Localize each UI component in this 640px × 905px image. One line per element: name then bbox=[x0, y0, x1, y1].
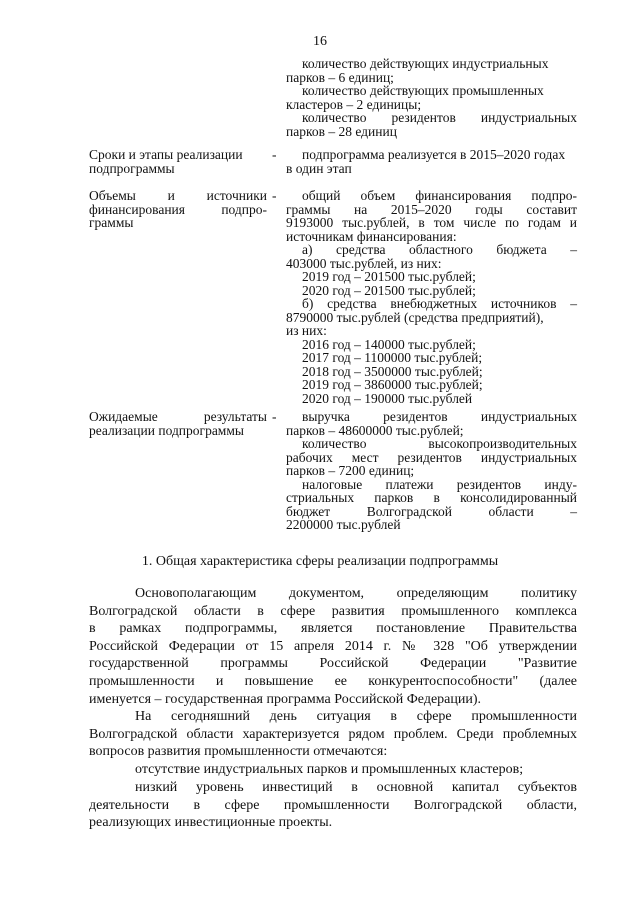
row-results-value: выручка резидентов индустриальных парков – 48600000 тыс.рублей; количество высокопроизводительных рабочих мест резидентов индустриальных парков – 7200 единиц; налоговые платежи резидентов инду- стриальных парков в консолидированный бюджет Волгоградской области – 2200000 тыс.рублей bbox=[286, 409, 577, 532]
row-terms-value: подпрограмма реализуется в 2015–2020 годах в один этап bbox=[286, 147, 566, 176]
row-terms-dash: - bbox=[272, 147, 277, 162]
row-funding-value: общий объем финансирования подпро- граммы на 2015–2020 годы составит 9193000 тыс.рублей, в том числе по годам и источникам финансирования: а) средства областного бюджета – 403000 тыс.рублей, из них: 2019 год – 201500 тыс.рублей; 2020 год – 201500 тыс.рублей; б) средства внебюджетных источников – 8790000 тыс.рублей (средства предприятий), из них: 2016 год – 140000 тыс.рублей; 2017 год – 1100000 тыс.рублей; 2018 год – 3500000 тыс.рублей; 2019 год – 3860000 тыс.рублей; 2020 год – 190000 тыс.рублей bbox=[286, 188, 577, 406]
row-results-label: Ожидаемые результаты реализации подпрограммы bbox=[89, 409, 267, 438]
passport-continuation: количество действующих индустриальных парков – 6 единиц; количество действующих промышленных кластеров – 2 единицы; количество резидентов индустриальных парков – 28 единиц bbox=[286, 56, 577, 139]
row-funding-dash: - bbox=[272, 188, 277, 203]
paragraph-item-investment: низкий уровень инвестиций в основной капитал субъектов деятельности в сфере промышленности Волгоградской области, реализующих инвестиционные проекты. bbox=[89, 780, 577, 831]
section-heading: 1. Общая характеристика сферы реализации подпрограммы bbox=[141, 554, 499, 569]
paragraph-basis: Основополагающим документом, определяющим политику Волгоградской области в сфере развития промышленного комплекса в рамках подпрограммы, является постановление Правительства Российской Федерации от 15 апреля 2014 г. № 328 "Об утверждении государственной программы Российской Федерации "Развитие промышленности и повышение ее конкурентоспособности" (далее именуется – государственная программа Российской Федерации). bbox=[89, 586, 577, 707]
row-funding-label: Объемы и источники финансирования подпро- граммы bbox=[89, 188, 267, 230]
paragraph-problems: На сегодняшний день ситуация в сфере промышленности Волгоградской области характеризуется рядом проблем. Среди проблемных вопросов развития промышленности отмечаются: bbox=[89, 709, 577, 760]
row-results-dash: - bbox=[272, 409, 277, 424]
page-number: 16 bbox=[313, 34, 327, 49]
paragraph-item-parks: отсутствие индустриальных парков и промышленных кластеров; bbox=[135, 762, 524, 777]
row-terms-label: Сроки и этапы реализации подпрограммы bbox=[89, 147, 243, 176]
